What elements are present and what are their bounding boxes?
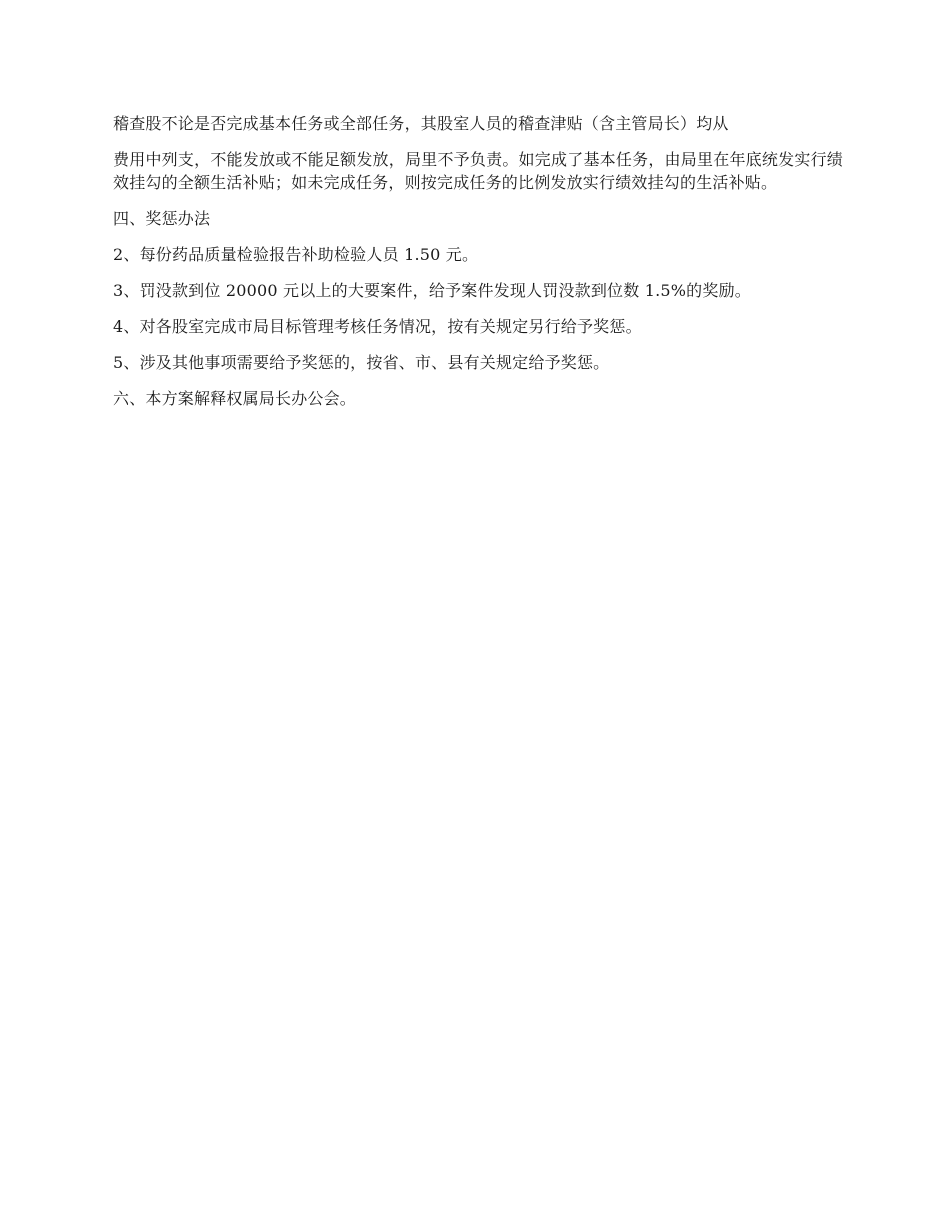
heading-rewards-penalties: 四、奖惩办法 xyxy=(113,209,211,228)
paragraph-item-4: 4、对各股室完成市局目标管理考核任务情况，按有关规定另行给予奖惩。 xyxy=(113,317,642,336)
heading-interpretation: 六、本方案解释权属局长办公会。 xyxy=(113,389,357,408)
paragraph-subsidy-detail: 费用中列支，不能发放或不能足额发放，局里不予负责。如完成了基本任务，由局里在年底统发实行绩效挂勾的全额生活补贴；如未完成任务，则按完成任务的比例发放实行绩效挂勾的生活补贴。 xyxy=(113,150,843,192)
paragraph-item-3: 3、罚没款到位 20000 元以上的大要案件，给予案件发现人罚没款到位数 1.5%的奖励。 xyxy=(113,281,751,300)
paragraph-subsidy-intro: 稽查股不论是否完成基本任务或全部任务，其股室人员的稽查津贴（含主管局长）均从 xyxy=(113,114,729,133)
paragraph-item-5: 5、涉及其他事项需要给予奖惩的，按省、市、县有关规定给予奖惩。 xyxy=(113,353,610,372)
paragraph-item-2: 2、每份药品质量检验报告补助检验人员 1.50 元。 xyxy=(113,245,479,264)
document-body xyxy=(113,112,843,410)
